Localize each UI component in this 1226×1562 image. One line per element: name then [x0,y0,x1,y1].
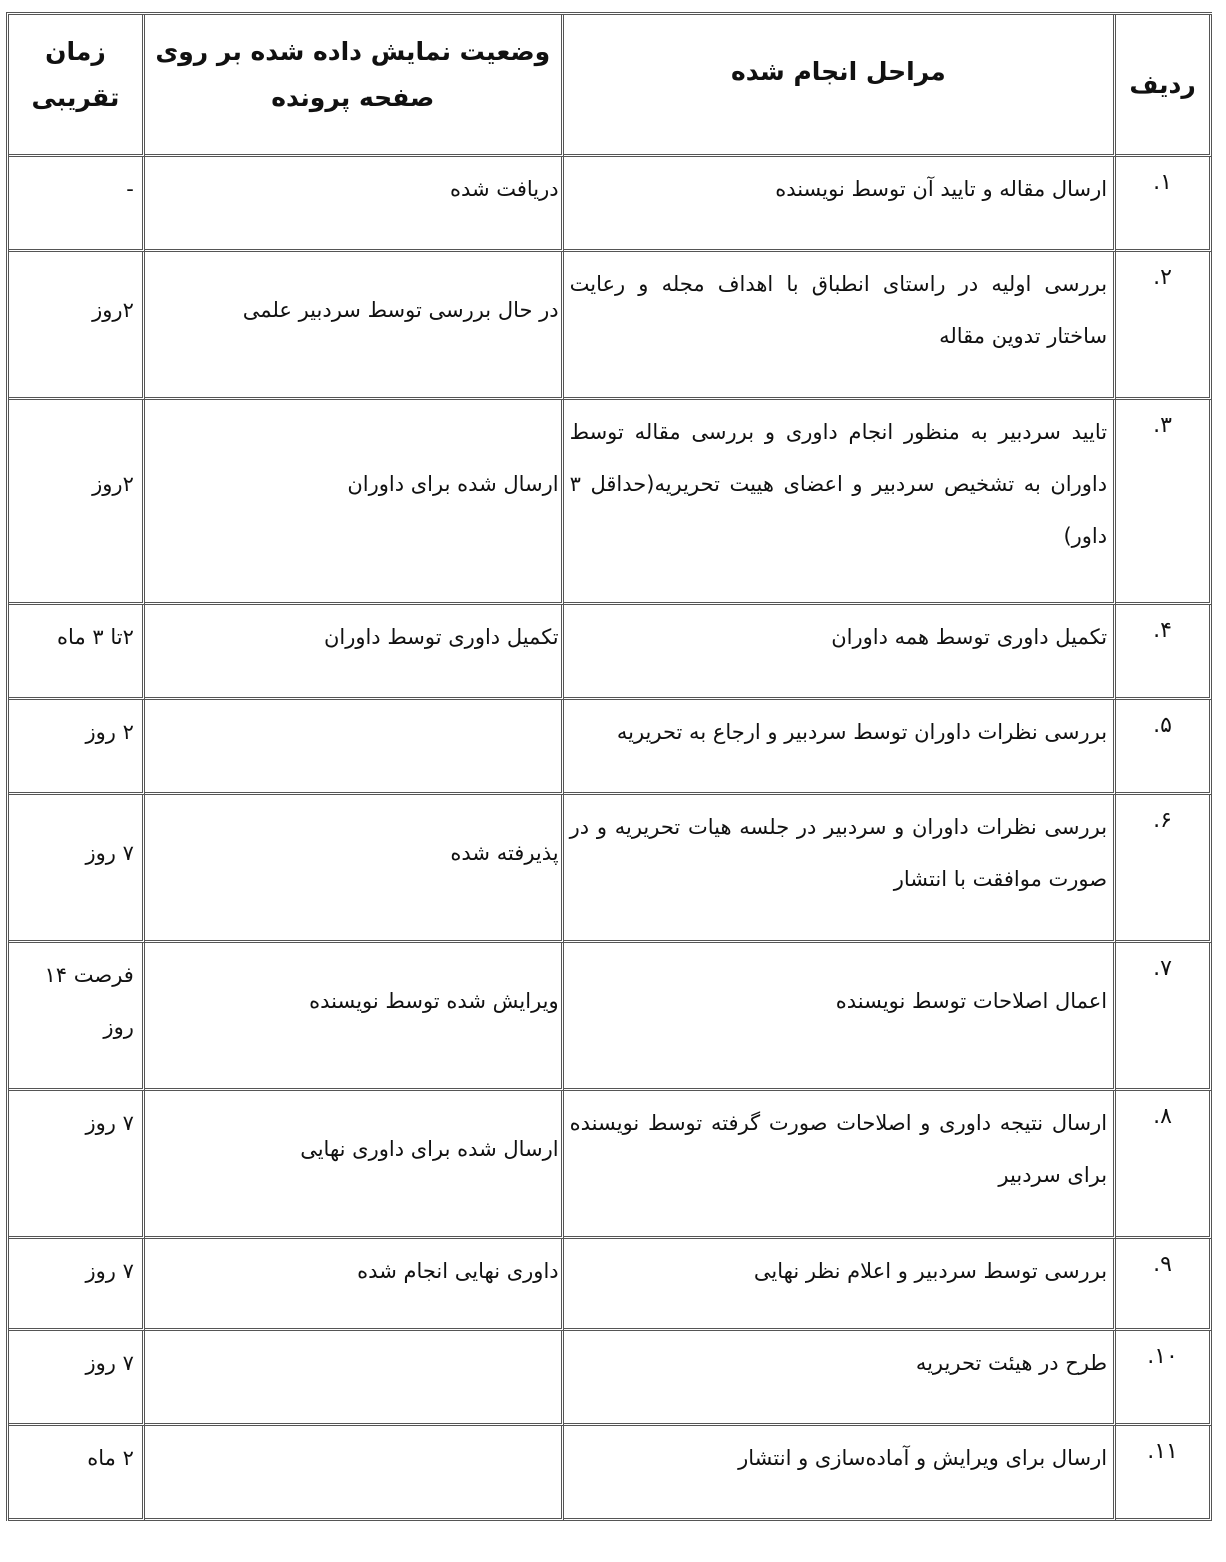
row-status: ویرایش شده توسط نویسنده [145,943,564,1091]
table-row [9,1331,1212,1426]
table-row [9,605,1212,700]
table-row [9,157,1212,252]
row-status: ارسال شده برای داوری نهایی [145,1091,564,1239]
row-status [145,700,564,795]
row-status: دریافت شده [145,157,564,252]
row-step: بررسی توسط سردبیر و اعلام نظر نهایی [564,1239,1116,1331]
row-time: ۲تا ۳ ماه [9,605,145,700]
row-time: ۷ روز [9,795,145,943]
row-step: بررسی اولیه در راستای انطباق با اهداف مجله و رعایت ساختار تدوین مقاله [564,252,1116,400]
row-status: ارسال شده برای داوران [145,400,564,605]
row-step: تکمیل داوری توسط همه داوران [564,605,1116,700]
row-step: تایید سردبیر به منظور انجام داوری و بررسی مقاله توسط داوران به تشخیص سردبیر و اعضای هییت تحریریه(حداقل ۳ داور) [564,400,1116,605]
row-status [145,1426,564,1521]
table-row [9,1239,1212,1331]
table-row [9,1426,1212,1521]
header-row-number: ردیف [1116,15,1212,157]
process-table [6,12,1212,1521]
row-number: ۸. [1116,1091,1212,1239]
row-number: ۳. [1116,400,1212,605]
row-step: بررسی نظرات داوران توسط سردبیر و ارجاع به تحریریه [564,700,1116,795]
row-number: ۶. [1116,795,1212,943]
row-step: طرح در هیئت تحریریه [564,1331,1116,1426]
row-number: ۷. [1116,943,1212,1091]
table-row [9,1091,1212,1239]
row-step: اعمال اصلاحات توسط نویسنده [564,943,1116,1091]
table-row [9,943,1212,1091]
header-time: زمان تقریبی [9,15,145,157]
row-step: بررسی نظرات داوران و سردبیر در جلسه هیات تحریریه و در صورت موافقت با انتشار [564,795,1116,943]
header-status: وضعیت نمایش داده شده بر روی صفحه پرونده [145,15,564,157]
row-time: ۷ روز [9,1091,145,1239]
row-number: ۱۱. [1116,1426,1212,1521]
table-row [9,252,1212,400]
row-status [145,1331,564,1426]
row-number: ۱. [1116,157,1212,252]
row-step: ارسال نتیجه داوری و اصلاحات صورت گرفته توسط نویسنده برای سردبیر [564,1091,1116,1239]
row-number: ۵. [1116,700,1212,795]
row-time: ۲روز [9,400,145,605]
row-status: پذیرفته شده [145,795,564,943]
row-time: - [9,157,145,252]
table-row [9,700,1212,795]
row-status: در حال بررسی توسط سردبیر علمی [145,252,564,400]
row-time: فرصت ۱۴ روز [9,943,145,1091]
row-time: ۷ روز [9,1331,145,1426]
row-time: ۷ روز [9,1239,145,1331]
row-number: ۱۰. [1116,1331,1212,1426]
table-row [9,795,1212,943]
row-time: ۲روز [9,252,145,400]
row-number: ۲. [1116,252,1212,400]
row-time: ۲ روز [9,700,145,795]
header-steps: مراحل انجام شده [564,15,1116,157]
row-status: داوری نهایی انجام شده [145,1239,564,1331]
row-number: ۹. [1116,1239,1212,1331]
row-time: ۲ ماه [9,1426,145,1521]
row-step: ارسال مقاله و تایید آن توسط نویسنده [564,157,1116,252]
header-row [9,15,1212,157]
row-status: تکمیل داوری توسط داوران [145,605,564,700]
row-step: ارسال برای ویرایش و آماده‌سازی و انتشار [564,1426,1116,1521]
table-row [9,400,1212,605]
row-number: ۴. [1116,605,1212,700]
